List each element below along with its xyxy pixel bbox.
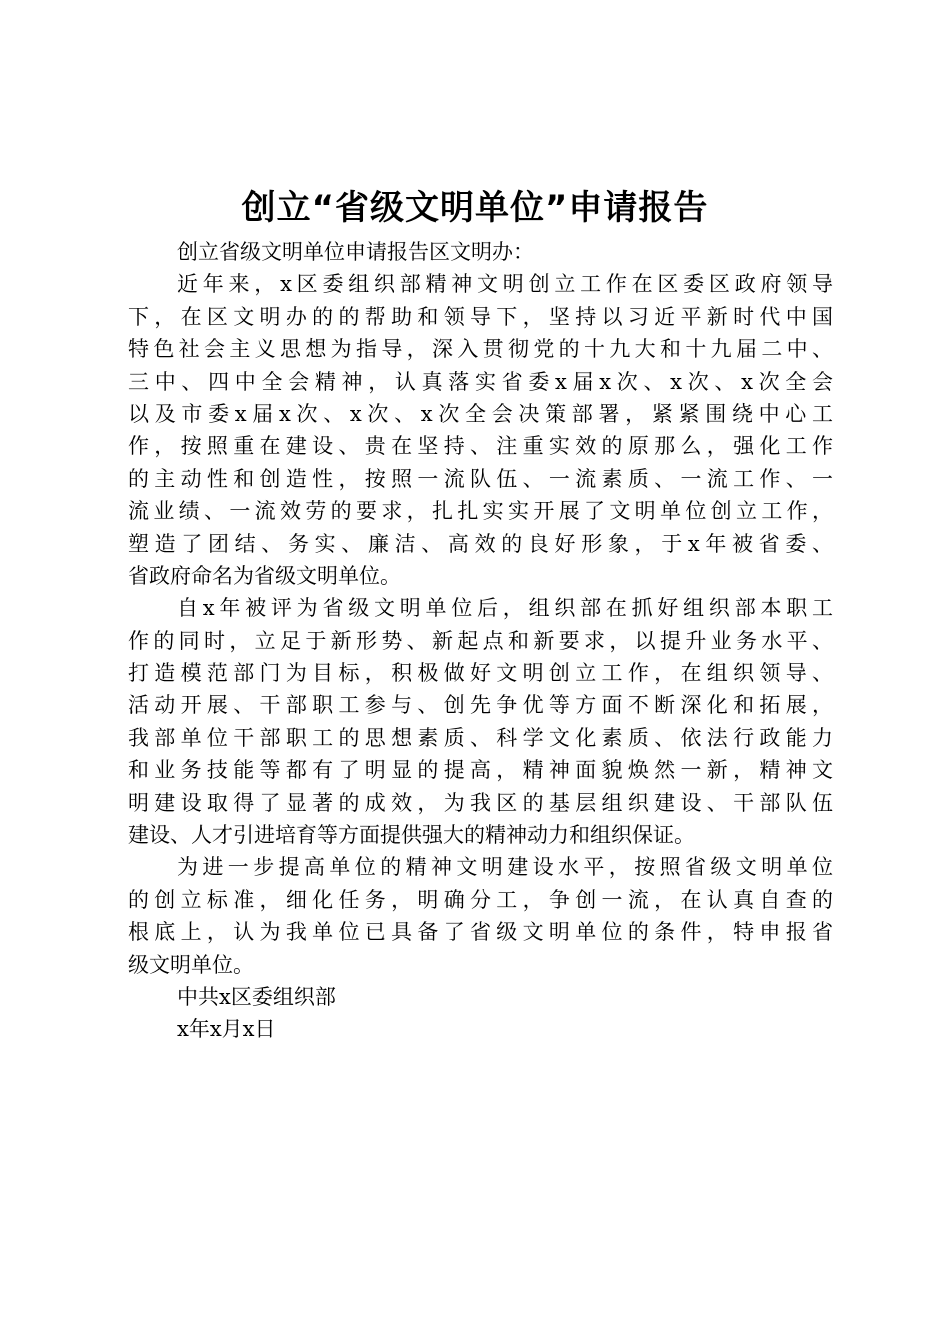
paragraph-3 — [128, 851, 833, 981]
text-line: 活动开展、干部职工参与、创先争优等方面不断深化和拓展， — [128, 693, 833, 718]
text-line: 特色社会主义思想为指导，深入贯彻党的十九大和十九届二中、 — [128, 337, 833, 362]
text-line: 为进一步提高单位的精神文明建设水平，按照省级文明单位 — [177, 855, 833, 880]
document-title: 创立“省级文明单位”申请报告 — [241, 188, 709, 228]
text-line: 我部单位干部职工的思想素质、科学文化素质、依法行政能力 — [128, 725, 833, 750]
text-line: 流业绩、一流效劳的要求，扎扎实实开展了文明单位创立工作， — [128, 499, 833, 524]
text-line: 和业务技能等都有了明显的提高，精神面貌焕然一新，精神文 — [128, 758, 833, 783]
text-line: 近年来，x区委组织部精神文明创立工作在区委区政府领导 — [177, 272, 833, 297]
text-line: 的创立标准，细化任务，明确分工，争创一流，在认真自查的 — [128, 887, 833, 912]
text-line: 三中、四中全会精神，认真落实省委x届x次、x次、x次全会 — [128, 369, 833, 394]
signature-organization — [128, 981, 833, 1013]
text-line: 自x年被评为省级文明单位后，组织部在抓好组织部本职工 — [177, 596, 833, 621]
paragraph-2 — [128, 592, 833, 851]
text-line: x年x月x日 — [177, 1017, 276, 1042]
text-line: 作的同时，立足于新形势、新起点和新要求，以提升业务水平、 — [128, 628, 833, 653]
text-line: 省政府命名为省级文明单位。 — [128, 563, 401, 588]
text-line: 建设、人才引进培育等方面提供强大的精神动力和组织保证。 — [128, 823, 695, 848]
text-line: 作，按照重在建设、贵在坚持、注重实效的原那么，强化工作 — [128, 434, 833, 459]
paragraph-1 — [128, 268, 833, 592]
text-line: 以及市委x届x次、x次、x次全会决策部署，紧紧围绕中心工 — [128, 401, 833, 426]
signature-date — [128, 1013, 833, 1045]
text-line: 明建设取得了显著的成效，为我区的基层组织建设、干部队伍 — [128, 790, 833, 815]
text-line: 下，在区文明办的的帮助和领导下，坚持以习近平新时代中国 — [128, 304, 833, 329]
text-line: 中共x区委组织部 — [177, 984, 336, 1009]
text-line: 的主动性和创造性，按照一流队伍、一流素质、一流工作、一 — [128, 466, 833, 491]
text-line: 级文明单位。 — [128, 952, 254, 977]
paragraph-salutation — [128, 236, 833, 268]
document-body — [128, 236, 833, 1046]
text-line: 打造模范部门为目标，积极做好文明创立工作，在组织领导、 — [128, 661, 833, 686]
text-line: 创立省级文明单位申请报告区文明办： — [177, 240, 534, 264]
text-line: 根底上，认为我单位已具备了省级文明单位的条件，特申报省 — [128, 920, 833, 945]
text-line: 塑造了团结、务实、廉洁、高效的良好形象，于x年被省委、 — [128, 531, 833, 556]
